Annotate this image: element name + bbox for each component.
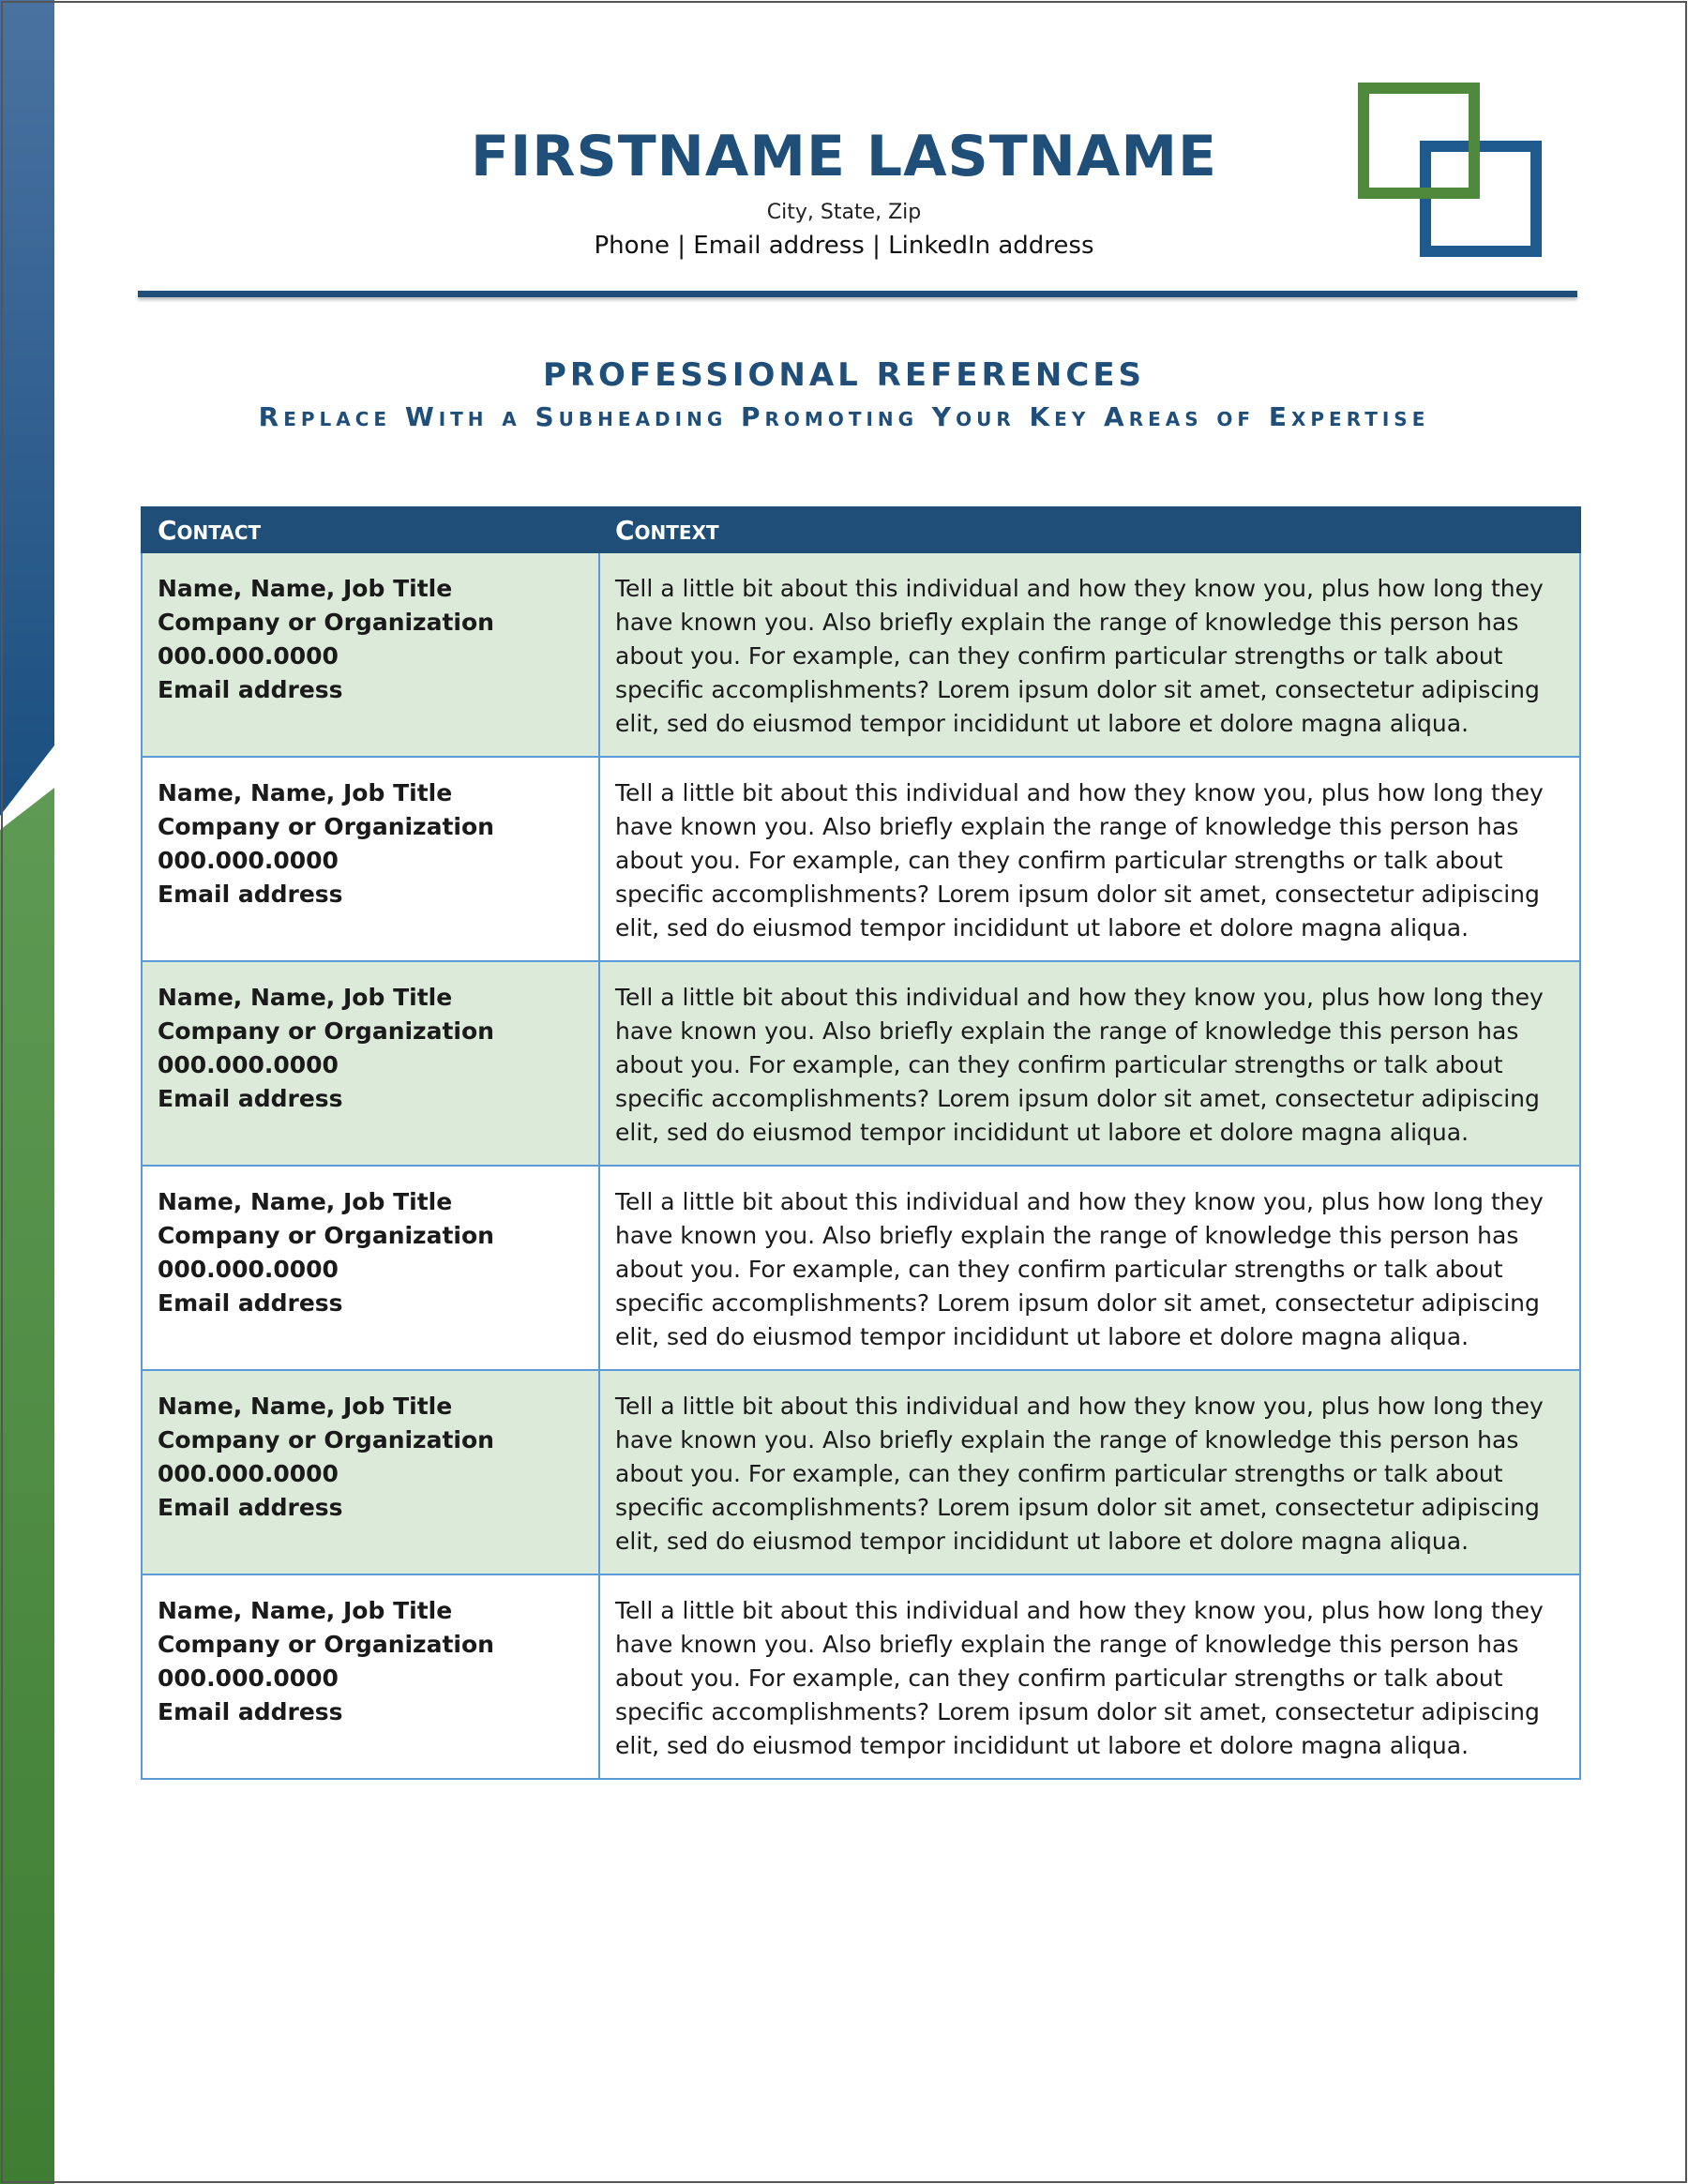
table-row	[142, 1166, 1580, 1370]
reference-email: Email address	[158, 1698, 343, 1725]
resume-header	[141, 124, 1547, 260]
reference-phone: 000.000.0000	[158, 1460, 339, 1487]
reference-company: Company or Organization	[158, 1222, 494, 1249]
contact-cell	[142, 757, 599, 961]
section-subheading: Replace With a Subheading Promoting Your Key Areas of Expertise	[258, 401, 1430, 432]
reference-company: Company or Organization	[158, 609, 494, 636]
contact-cell	[142, 1370, 599, 1574]
contact-cell	[142, 961, 599, 1166]
side-bar-green	[0, 788, 54, 2184]
column-header-contact: Contact	[142, 507, 599, 552]
section-title: PROFESSIONAL REFERENCES	[542, 356, 1146, 394]
reference-phone: 000.000.0000	[158, 1051, 339, 1078]
context-cell: Tell a little bit about this individual and how they know you, plus how long they have known you. Also briefly explain the range of knowledge this person has about you. For example, can they confirm particular strengths or talk about specific accomplishments? Lorem ipsum dolor sit amet, consectetur adipiscing elit, sed do eiusmod tempor incididunt ut labore et dolore magna aliqua.	[599, 1166, 1580, 1370]
table-row	[142, 1574, 1580, 1779]
contact-info: Phone | Email address | LinkedIn address	[594, 232, 1094, 260]
reference-name: Name, Name, Job Title	[158, 984, 453, 1011]
reference-email: Email address	[158, 1289, 343, 1317]
reference-phone: 000.000.0000	[158, 642, 339, 670]
reference-company: Company or Organization	[158, 813, 494, 840]
context-cell: Tell a little bit about this individual and how they know you, plus how long they have known you. Also briefly explain the range of knowledge this person has about you. For example, can they confirm particular strengths or talk about specific accomplishments? Lorem ipsum dolor sit amet, consectetur adipiscing elit, sed do eiusmod tempor incididunt ut labore et dolore magna aliqua.	[599, 1574, 1580, 1779]
references-table	[141, 506, 1581, 1780]
reference-name: Name, Name, Job Title	[158, 1393, 453, 1420]
context-cell: Tell a little bit about this individual and how they know you, plus how long they have known you. Also briefly explain the range of knowledge this person has about you. For example, can they confirm particular strengths or talk about specific accomplishments? Lorem ipsum dolor sit amet, consectetur adipiscing elit, sed do eiusmod tempor incididunt ut labore et dolore magna aliqua.	[599, 552, 1580, 757]
reference-email: Email address	[158, 1494, 343, 1521]
reference-email: Email address	[158, 1085, 343, 1112]
reference-company: Company or Organization	[158, 1631, 494, 1658]
overlapping-squares-logo-icon	[1350, 79, 1557, 266]
reference-phone: 000.000.0000	[158, 1664, 339, 1692]
reference-company: Company or Organization	[158, 1426, 494, 1453]
reference-name: Name, Name, Job Title	[158, 1188, 453, 1215]
contact-cell	[142, 1574, 599, 1779]
reference-name: Name, Name, Job Title	[158, 779, 453, 806]
column-header-context: Context	[599, 507, 1580, 552]
table-header-row	[142, 507, 1580, 552]
context-cell: Tell a little bit about this individual and how they know you, plus how long they have known you. Also briefly explain the range of knowledge this person has about you. For example, can they confirm particular strengths or talk about specific accomplishments? Lorem ipsum dolor sit amet, consectetur adipiscing elit, sed do eiusmod tempor incididunt ut labore et dolore magna aliqua.	[599, 757, 1580, 961]
context-cell: Tell a little bit about this individual and how they know you, plus how long they have known you. Also briefly explain the range of knowledge this person has about you. For example, can they confirm particular strengths or talk about specific accomplishments? Lorem ipsum dolor sit amet, consectetur adipiscing elit, sed do eiusmod tempor incididunt ut labore et dolore magna aliqua.	[599, 961, 1580, 1166]
table-row	[142, 552, 1580, 757]
reference-name: Name, Name, Job Title	[158, 575, 453, 602]
table-row	[142, 757, 1580, 961]
contact-cell	[142, 1166, 599, 1370]
city-state-zip: City, State, Zip	[766, 201, 922, 224]
table-row	[142, 1370, 1580, 1574]
contact-cell	[142, 552, 599, 757]
reference-phone: 000.000.0000	[158, 1256, 339, 1283]
reference-email: Email address	[158, 676, 343, 703]
reference-phone: 000.000.0000	[158, 847, 339, 874]
candidate-name: FIRSTNAME LASTNAME	[470, 124, 1218, 189]
side-decoration-bar	[0, 0, 54, 2184]
context-cell: Tell a little bit about this individual and how they know you, plus how long they have known you. Also briefly explain the range of knowledge this person has about you. For example, can they confirm particular strengths or talk about specific accomplishments? Lorem ipsum dolor sit amet, consectetur adipiscing elit, sed do eiusmod tempor incididunt ut labore et dolore magna aliqua.	[599, 1370, 1580, 1574]
reference-email: Email address	[158, 881, 343, 908]
reference-company: Company or Organization	[158, 1017, 494, 1045]
table-row	[142, 961, 1580, 1166]
reference-name: Name, Name, Job Title	[158, 1597, 453, 1624]
header-divider	[138, 291, 1577, 297]
